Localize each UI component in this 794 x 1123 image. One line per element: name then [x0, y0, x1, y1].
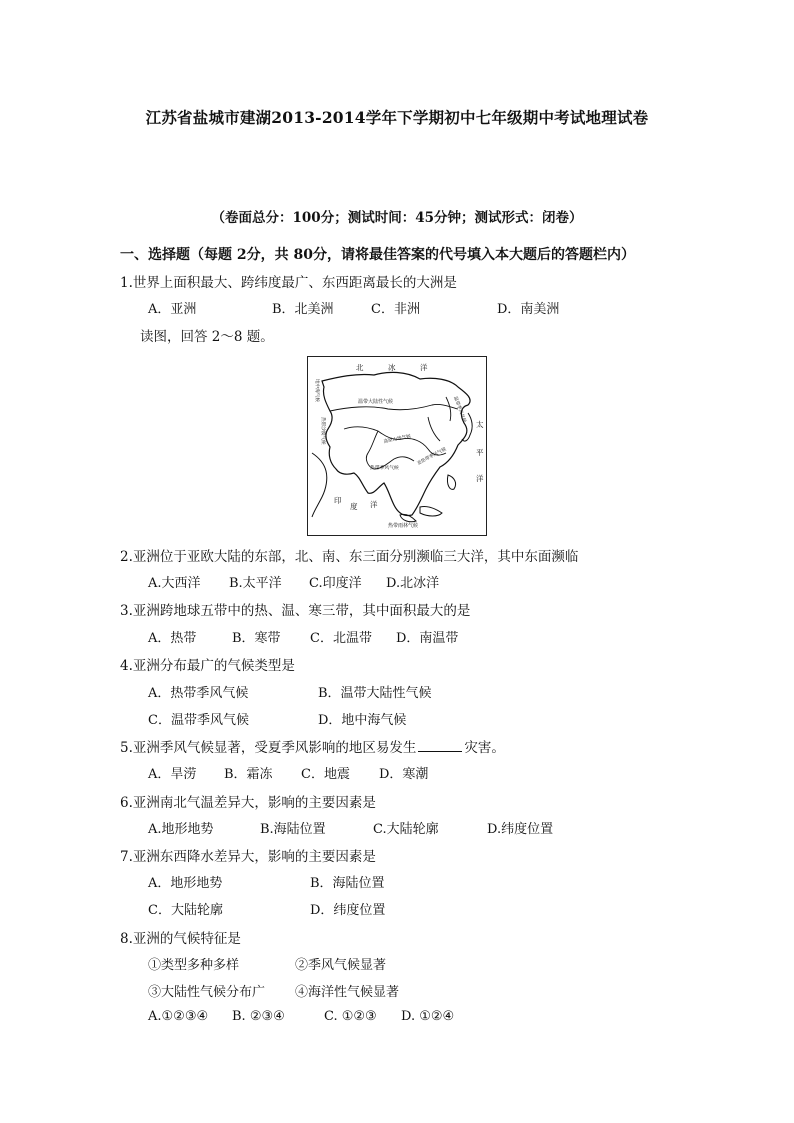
- label-temp-mon: 温带季风气候: [452, 395, 467, 424]
- q8-option-a: A.①②③④: [148, 1009, 209, 1024]
- q8-option-d: D. ①②④: [401, 1009, 455, 1024]
- africa-edge: [312, 453, 327, 517]
- q3-option-a: A．热带: [148, 631, 197, 646]
- asia-map-svg: [308, 357, 486, 535]
- label-pacific-2: 平: [476, 448, 484, 457]
- q6-stem: 6.亚洲南北气温差异大，影响的主要因素是: [120, 795, 376, 811]
- q6-option-d: D.纬度位置: [487, 822, 554, 837]
- label-pacific-3: 洋: [476, 474, 484, 483]
- q8-statement-3: ③大陆性气候分布广: [148, 985, 266, 1000]
- q6-option-b: B.海陆位置: [260, 822, 326, 837]
- q1-option-a: A．亚洲: [148, 302, 197, 317]
- q4-option-c: C．温带季风气候: [148, 713, 249, 728]
- q6-option-c: C.大陆轮廓: [373, 822, 439, 837]
- q2-option-c: C.印度洋: [309, 576, 362, 591]
- q7-option-d: D．纬度位置: [310, 903, 386, 918]
- label-desert: 热带沙漠气候: [320, 417, 325, 445]
- q5-option-a: A．旱涝: [148, 767, 197, 782]
- label-highland: 高原山地气候: [383, 434, 412, 445]
- exam-meta: （卷面总分：100分；测试时间：45分钟；测试形式：闭卷）: [211, 210, 583, 226]
- q8-stem: 8.亚洲的气候特征是: [120, 931, 241, 947]
- q5-blank[interactable]: [418, 739, 462, 752]
- q8-option-b: B. ②③④: [232, 1009, 285, 1024]
- q8-statement-2: ②季风气候显著: [295, 958, 387, 973]
- label-trop-mon: 热带季风气候: [370, 466, 399, 471]
- q4-stem: 4.亚洲分布最广的气候类型是: [120, 658, 295, 674]
- q4-option-a: A．热带季风气候: [148, 686, 249, 701]
- q8-option-c: C. ①②③: [324, 1009, 377, 1024]
- q8-statement-1: ①类型多种多样: [148, 958, 240, 973]
- q2-option-d: D.北冰洋: [386, 576, 440, 591]
- q7-option-c: C．大陆轮廓: [148, 903, 223, 918]
- label-north-2: 冰: [388, 363, 396, 372]
- q4-option-b: B．温带大陆性气候: [318, 686, 432, 701]
- label-indian-2: 度: [350, 502, 358, 511]
- label-rainforest: 热带雨林气候: [388, 523, 419, 529]
- label-north-3: 洋: [420, 363, 428, 372]
- label-north-1: 北: [356, 363, 364, 372]
- label-indian-1: 印: [334, 496, 342, 505]
- q2-option-a: A.大西洋: [148, 576, 201, 591]
- q7-option-b: B．海陆位置: [310, 876, 385, 891]
- q2-option-b: B.太平洋: [229, 576, 282, 591]
- island: [420, 506, 442, 516]
- q8-statement-4: ④海洋性气候显著: [295, 985, 400, 1000]
- label-med: 地中海气候: [314, 379, 319, 402]
- q7-option-a: A．地形地势: [148, 876, 223, 891]
- q3-stem: 3.亚洲跨地球五带中的热、温、寒三带，其中面积最大的是: [120, 603, 471, 619]
- q1-stem: 1.世界上面积最大、跨纬度最广、东西距离最长的大洲是: [120, 275, 457, 291]
- q1-option-d: D．南美洲: [497, 302, 560, 317]
- island: [447, 475, 455, 489]
- q1-option-b: B．北美洲: [272, 302, 334, 317]
- asia-outline: [322, 372, 470, 515]
- boundary-line: [428, 397, 451, 441]
- q2-stem: 2.亚洲位于亚欧大陆的东部，北、南、东三面分别濒临三大洋，其中东面濒临: [120, 549, 579, 565]
- q5-stem-pre: 5.亚洲季风气候显著，受夏季风影响的地区易发生: [120, 740, 417, 756]
- q5-option-c: C．地震: [301, 767, 350, 782]
- label-subtrop-mon: 亚热带季风气候: [416, 447, 448, 467]
- label-indian-3: 洋: [370, 500, 378, 509]
- q5-option-b: B．霜冻: [224, 767, 273, 782]
- q1-option-c: C．非洲: [371, 302, 420, 317]
- q5-option-d: D．寒潮: [379, 767, 429, 782]
- asia-climate-map: [307, 356, 487, 536]
- q7-stem: 7.亚洲东西降水差异大，影响的主要因素是: [120, 849, 376, 865]
- label-pacific-1: 太: [476, 420, 484, 429]
- island: [400, 514, 416, 521]
- q3-option-b: B．寒带: [232, 631, 281, 646]
- section-heading: 一、选择题（每题 2分，共 80分，请将最佳答案的代号填入本大题后的答题栏内）: [120, 247, 635, 263]
- boundary-line: [330, 404, 458, 411]
- q3-option-d: D．南温带: [396, 631, 459, 646]
- q5-stem: [120, 736, 505, 756]
- q4-option-d: D．地中海气候: [318, 713, 407, 728]
- q3-option-c: C．北温带: [310, 631, 372, 646]
- exam-title: 江苏省盐城市建湖2013-2014学年下学期初中七年级期中考试地理试卷: [145, 108, 649, 127]
- q6-option-a: A.地形地势: [148, 822, 214, 837]
- q5-stem-post: 灾害。: [464, 740, 505, 756]
- label-temp-cont: 温带大陆性气候: [358, 399, 394, 405]
- read-instruction: 读图，回答 2～8 题。: [140, 329, 274, 345]
